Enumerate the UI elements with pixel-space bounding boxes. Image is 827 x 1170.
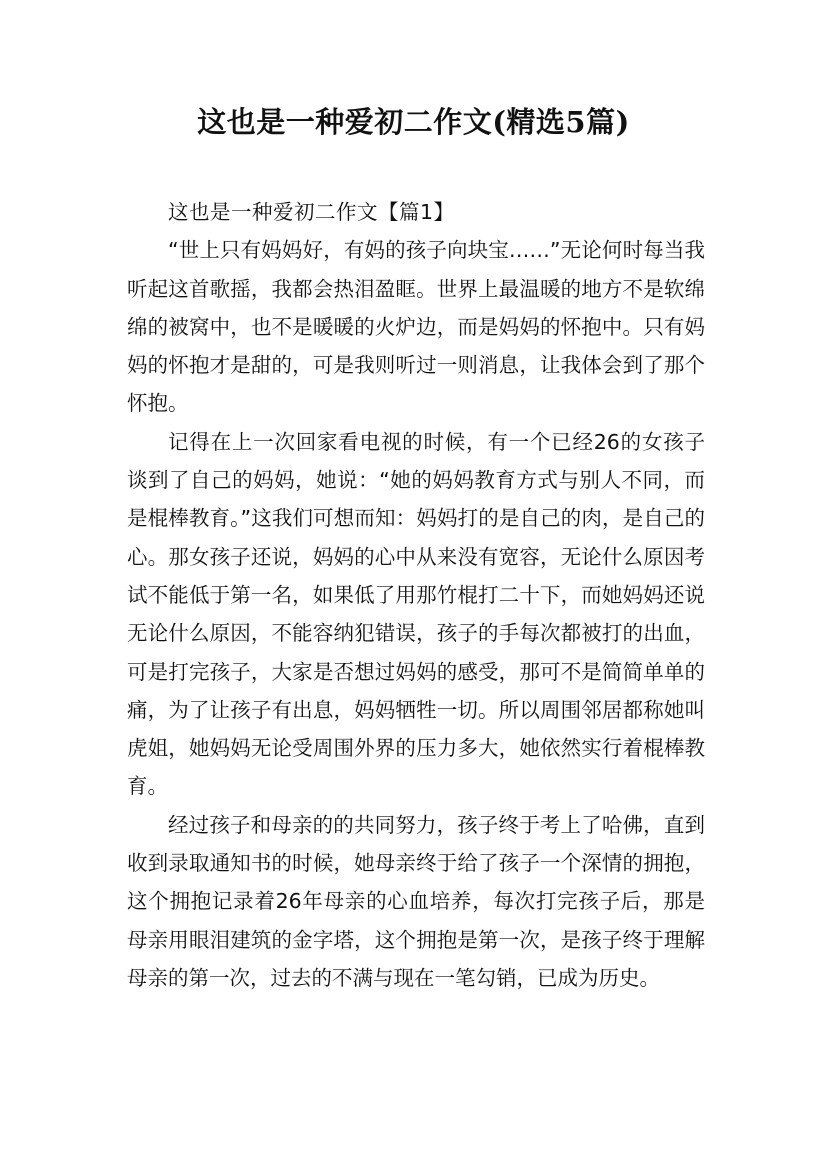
paragraph-1: “世上只有妈妈好，有妈的孩子向块宝……”无论何时每当我听起这首歌摇，我都会热泪盈眶。世界上最温暖的地方不是软绵绵的被窝中，也不是暖暖的火炉边，而是妈妈的怀抱中。只有妈妈的怀抱才是甜的，可是我则听过一则消息，让我体会到了那个怀抱。 xyxy=(127,238,705,416)
document-title: 这也是一种爱初二作文(精选5篇) xyxy=(197,105,630,139)
paragraph-3: 经过孩子和母亲的的共同努力，孩子终于考上了哈佛，直到收到录取通知书的时候，她母亲终于给了孩子一个深情的拥抱，这个拥抱记录着26年母亲的心血培养，每次打完孩子后，那是母亲用眼泪建筑的金字塔，这个拥抱是第一次，是孩子终于理解母亲的第一次，过去的不满与现在一笔勾销，已成为历史。 xyxy=(127,812,705,990)
document-body xyxy=(127,193,705,997)
section-heading: 这也是一种爱初二作文【篇1】 xyxy=(168,200,455,224)
paragraph-2: 记得在上一次回家看电视的时候，有一个已经26的女孩子谈到了自己的妈妈，她说：“她的妈妈教育方式与别人不同，而是棍棒教育。”这我们可想而知：妈妈打的是自己的肉，是自己的心。那女孩子还说，妈妈的心中从来没有宽容，无论什么原因考试不能低于第一名，如果低了用那竹棍打二十下，而她妈妈还说无论什么原因，不能容纳犯错误，孩子的手每次都被打的出血，可是打完孩子，大家是否想过妈妈的感受，那可不是简简单单的痛，为了让孩子有出息，妈妈牺牲一切。所以周围邻居都称她叫虎姐，她妈妈无论受周围外界的压力多大，她依然实行着棍棒教育。 xyxy=(127,429,705,799)
